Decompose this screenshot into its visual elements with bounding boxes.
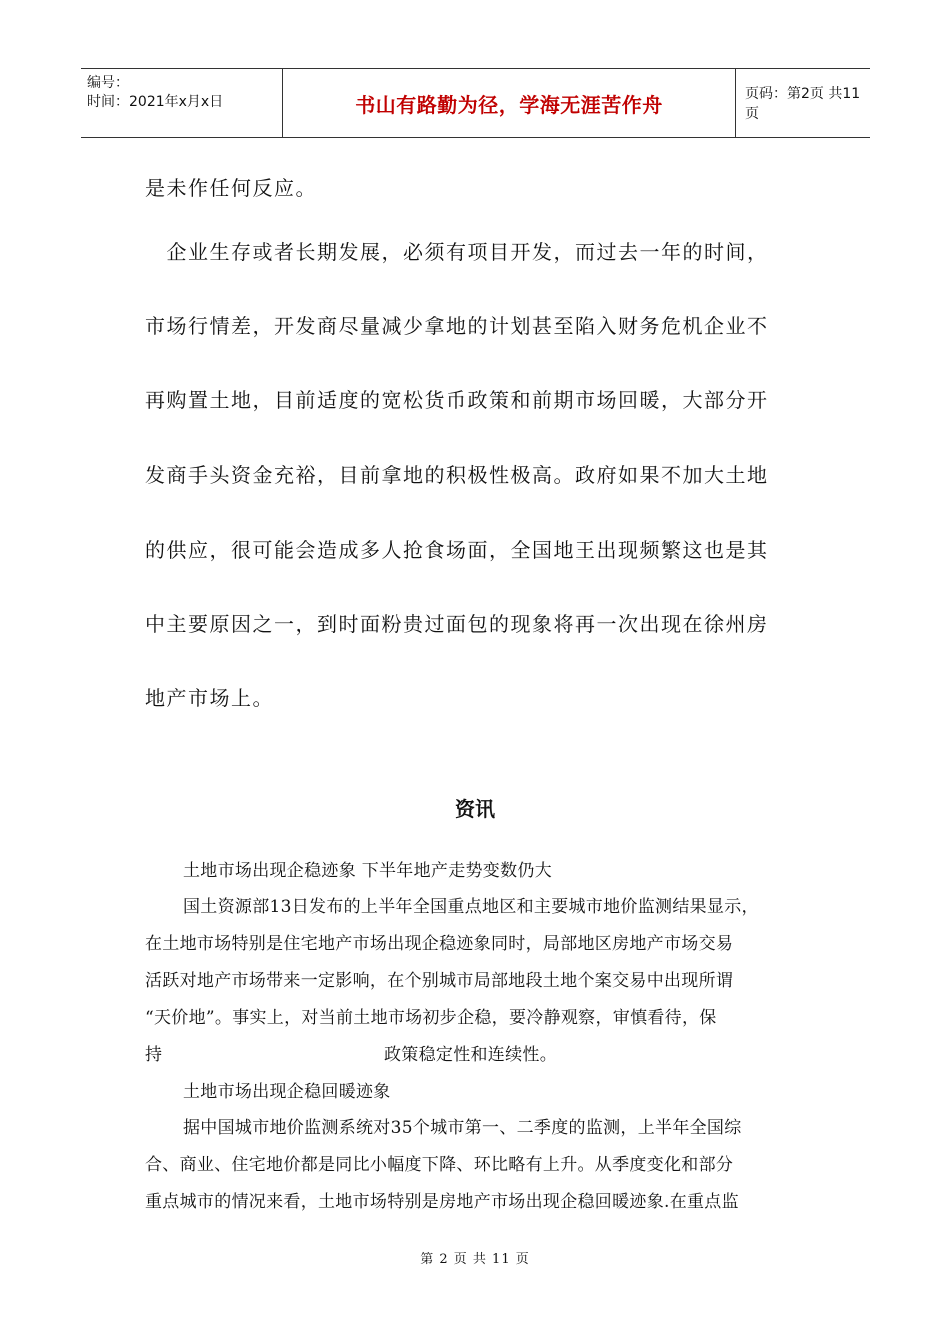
body-line: 企业生存或者长期发展，必须有项目开发，而过去一年的时间， (145, 240, 769, 264)
body-line: 市场行情差，开发商尽量减少拿地的计划甚至陷入财务危机企业不 (145, 314, 769, 338)
news-line: 持 (145, 1045, 163, 1065)
section-title: 资讯 (455, 797, 495, 821)
page-footer: 第 2 页 共 11 页 (420, 1252, 530, 1267)
body-line: 发商手头资金充裕，目前拿地的积极性极高。政府如果不加大土地 (145, 463, 769, 487)
news-line: 国土资源部13日发布的上半年全国重点地区和主要城市地价监测结果显示， (183, 897, 759, 917)
body-line: 中主要原因之一，到时面粉贵过面包的现象将再一次出现在徐州房 (145, 612, 769, 636)
page-info: 页码：第2页 共11页 (745, 86, 861, 122)
news-line: 据中国城市地价监测系统对35个城市第一、二季度的监测，上半年全国综 (183, 1118, 742, 1138)
news-line: “天价地”。事实上，对当前土地市场初步企稳，要冷静观察，审慎看待，保 (145, 1008, 717, 1028)
news-line: 重点城市的情况来看，土地市场特别是房地产市场出现企稳回暖迹象.在重点监 (145, 1192, 739, 1212)
body-line: 的供应，很可能会造成多人抢食场面，全国地王出现频繁这也是其 (145, 538, 769, 562)
news-headline: 土地市场出现企稳迹象 下半年地产走势变数仍大 (183, 861, 553, 881)
news-line: 合、商业、住宅地价都是同比小幅度下降、环比略有上升。从季度变化和部分 (145, 1155, 734, 1175)
motto: 书山有路勤为径，学海无涯苦作舟 (355, 92, 663, 117)
body-line: 是未作任何反应。 (145, 176, 317, 200)
news-line: 活跃对地产市场带来一定影响，在个别城市局部地段土地个案交易中出现所谓 (145, 971, 734, 991)
header-motto-cell (282, 69, 736, 137)
number-label: 编号： (87, 75, 129, 91)
document-header (81, 68, 870, 138)
body-line: 地产市场上。 (145, 686, 274, 710)
body-line: 再购置土地，目前适度的宽松货币政策和前期市场回暖，大部分开 (145, 388, 769, 412)
time-label: 时间：2021年x月x日 (87, 94, 224, 110)
news-subheading: 土地市场出现企稳回暖迹象 (183, 1082, 391, 1102)
header-page-info (735, 69, 870, 137)
news-line: 政策稳定性和连续性。 (384, 1045, 557, 1065)
news-line: 在土地市场特别是住宅地产市场出现企稳迹象同时，局部地区房地产市场交易 (145, 934, 734, 954)
header-meta (81, 69, 282, 137)
